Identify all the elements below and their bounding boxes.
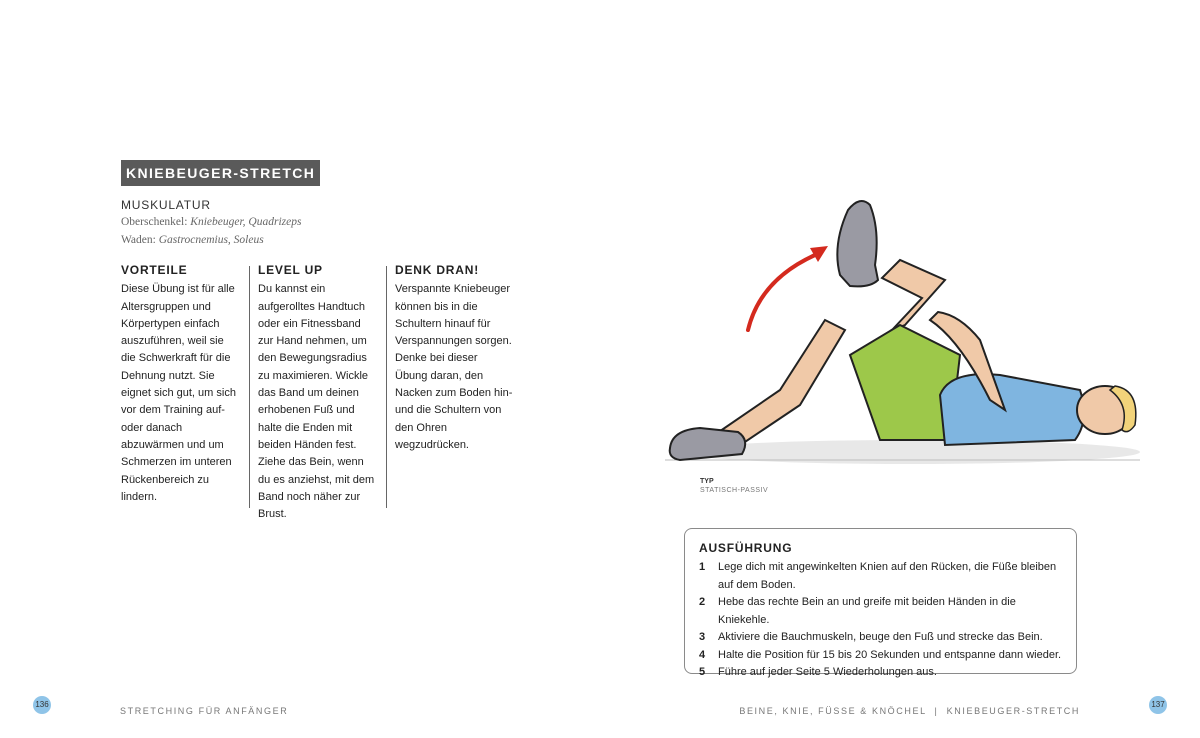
step-number: 1: [699, 561, 706, 573]
column-text: Verspannte Kniebeuger können bis in die Schultern hinauf für Verspannungen sorgen. Denke bei dieser Übung daran, den Nacken zum Boden hin- und die Schultern von den Ohren wegzudrücken.: [395, 283, 513, 451]
instruction-step: [699, 559, 1062, 594]
muscle-group-label: Waden:: [121, 234, 156, 246]
step-number: 5: [699, 666, 706, 678]
shoe-raised: [837, 201, 878, 286]
instruction-step: [699, 647, 1062, 665]
page-number-right: 137: [1149, 696, 1167, 714]
exercise-title: KNIEBEUGER-STRETCH: [121, 160, 320, 186]
shirt: [940, 374, 1084, 445]
step-number: 3: [699, 631, 706, 643]
muscle-group-label: Oberschenkel:: [121, 216, 188, 228]
instruction-step: [699, 664, 1062, 682]
column-vorteile: [121, 262, 239, 506]
column-divider: [249, 266, 250, 508]
exercise-type: [700, 477, 768, 495]
column-text: Diese Übung ist für alle Altersgruppen und Körpertypen einfach auszuführen, weil sie die Schwerkraft für die Dehnung nutzt. Sie eignet sich gut, um sich vor dem Training auf- oder danach abzuwärmen und um Schmerzen im unteren Rückenbereich zu lindern.: [121, 283, 236, 503]
muskulatur-line: [121, 234, 264, 246]
muskulatur-line: [121, 216, 301, 228]
step-text: Hebe das rechte Bein an und greife mit beiden Händen in die Kniekehle.: [718, 596, 1016, 626]
column-heading: LEVEL UP: [258, 263, 323, 277]
column-text: Du kannst ein aufgerolltes Handtuch oder ein Fitnessband zur Hand nehmen, um den Bewegungsradius zu maximieren. Wickle das Band um deinen erhobenen Fuß und halte die Enden mit beiden Händen fest. Ziehe das Bein, wenn du es anziehst, mit dem Band noch näher zur Brust.: [258, 283, 375, 521]
step-text: Aktiviere die Bauchmuskeln, beuge den Fuß und strecke das Bein.: [718, 631, 1043, 643]
instruction-step: [699, 629, 1062, 647]
step-text: Halte die Position für 15 bis 20 Sekunden und entspanne dann wieder.: [718, 648, 1062, 661]
step-text: Lege dich mit angewinkelten Knien auf den Rücken, die Füße bleiben auf dem Boden.: [718, 561, 1057, 591]
instruction-step: [699, 594, 1062, 629]
step-text: Führe auf jeder Seite 5 Wiederholungen aus.: [718, 666, 937, 678]
type-value: STATISCH-PASSIV: [700, 487, 769, 494]
step-number: 4: [699, 648, 706, 661]
instructions-heading: AUSFÜHRUNG: [699, 541, 793, 555]
page-number-left: 136: [33, 696, 51, 714]
shoe-left: [670, 428, 745, 460]
column-level-up: [258, 262, 376, 523]
column-divider: [386, 266, 387, 508]
instructions-box: [684, 528, 1077, 678]
muscle-list: Kniebeuger, Quadrizeps: [190, 216, 302, 228]
muscle-list: Gastrocnemius, Soleus: [158, 234, 264, 246]
footer-right-text: BEINE, KNIE, FÜSSE & KNÖCHEL | KNIEBEUGER-STRETCH: [739, 706, 1080, 716]
motion-arrow: [748, 255, 815, 330]
man-lying-hamstring-stretch-illustration: [660, 190, 1150, 475]
column-heading: VORTEILE: [121, 263, 188, 277]
step-number: 2: [699, 596, 706, 608]
column-denk-dran: [395, 262, 513, 454]
footer-left-text: STRETCHING FÜR ANFÄNGER: [120, 706, 289, 716]
muskulatur-heading: MUSKULATUR: [121, 198, 211, 212]
column-heading: DENK DRAN!: [395, 263, 479, 277]
type-label: TYP: [700, 478, 714, 485]
